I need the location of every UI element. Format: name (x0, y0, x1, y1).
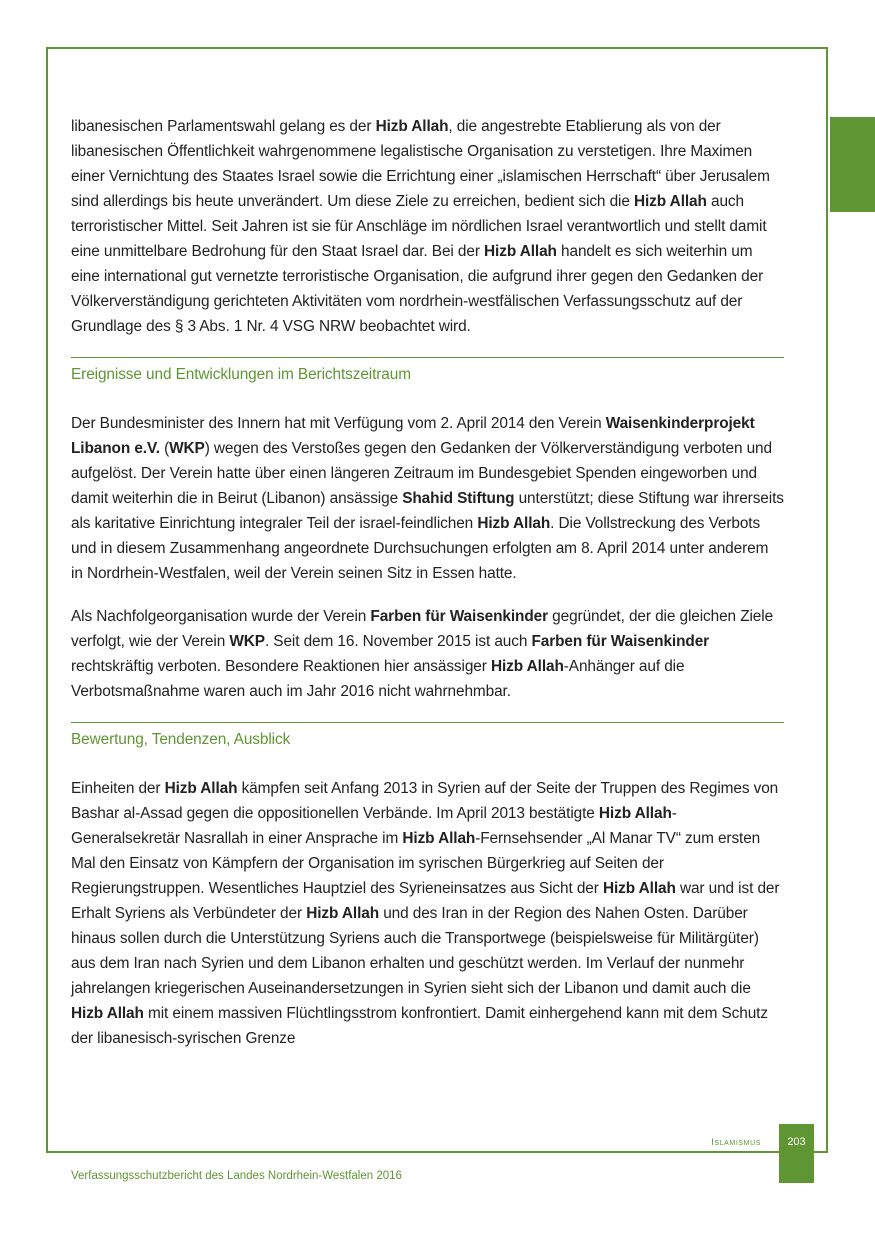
footer-title: Verfassungsschutzbericht des Landes Nordrhein-Westfalen 2016 (71, 1170, 402, 1182)
text-run: Der Bundesminister des Innern hat mit Verfügung vom 2. April 2014 den Verein (71, 415, 606, 432)
section-heading-events: Ereignisse und Entwicklungen im Berichtszeitraum (71, 366, 411, 383)
bold-term: Hizb Allah (375, 118, 449, 135)
bold-term: Hizb Allah (598, 805, 672, 822)
page-number: 203 (779, 1124, 814, 1183)
text-run: -Anhänger auf die Verbotsmaßnahme waren auch im Jahr 2016 nicht wahrnehmbar. (71, 658, 685, 700)
text-run: Einheiten der (71, 780, 165, 797)
text-run: ( (159, 440, 170, 457)
bold-term: Hizb Allah (602, 880, 676, 897)
bold-term: Hizb Allah (402, 830, 476, 847)
text-run: , die angestrebte Etablierung als von der libanesischen Öffentlichkeit wahrgenommene legalistische Organisation zu verstetigen. Ihre Maximen einer Vernichtung des Staates Israel sowie die Errichtung einer „islamischen Herrschaft“ über Jerusalem sind allerdings bis heute unverändert. Um diese Ziele zu erreichen, bedient sich die (71, 118, 770, 210)
text-run: mit einem massiven Flüchtlingsstrom konfrontiert. Damit einhergehend kann mit dem Schutz der libanesisch-syrischen Grenze (71, 1005, 768, 1047)
bold-term: Hizb Allah (164, 780, 238, 797)
text-run: ) wegen des Verstoßes gegen den Gedanken der Völkerverständigung verboten und aufgelöst. Der Verein hatte über einen längeren Zeitraum im Bundesgebiet Spenden eingeworben und damit weiterhin die in Beirut (Libanon) ansässige (71, 440, 772, 507)
text-run: kämpfen seit Anfang 2013 in Syrien auf der Seite der Truppen des Regimes von Bashar al-Assad gegen die oppositionellen Verbände. Im April 2013 bestätigte (71, 780, 779, 822)
paragraph-syria (71, 776, 784, 1051)
bold-term: Waisenkinderprojekt Libanon e.V. (71, 415, 755, 457)
paragraph-successor (71, 604, 784, 704)
bold-term: Farben für Waisenkinder (531, 633, 710, 650)
chapter-tab-marker (830, 117, 875, 212)
bold-term: Farben für Waisenkinder (370, 608, 548, 625)
running-section-label: Islamismus (711, 1137, 761, 1148)
paragraph-ban-wkp (71, 411, 784, 586)
text-run: gegründet, der die gleichen Ziele verfolgt, wie der Verein (71, 608, 774, 650)
bold-term: Hizb Allah (306, 905, 380, 922)
text-run: und des Iran in der Region des Nahen Osten. Darüber hinaus sollen durch die Unterstützung Syriens auch die Transportwege (beispielsweise für Militärgüter) aus dem Iran nach Syrien und dem Libanon erhalten und geschützt werden. Im Verlauf der nunmehr jahrelangen kriegerischen Auseinandersetzungen in Syrien sieht sich der Libanon und damit auch die (71, 905, 759, 997)
bold-term: Hizb Allah (633, 193, 707, 210)
bold-term: WKP (229, 633, 265, 650)
text-run: war und ist der Erhalt Syriens als Verbündeter der (71, 880, 780, 922)
text-run: Als Nachfolgeorganisation wurde der Verein (71, 608, 371, 625)
bold-term: Hizb Allah (490, 658, 564, 675)
text-run: unterstützt; diese Stiftung war ihrerseits als karitative Einrichtung integraler Teil der israel-feindlichen (71, 490, 784, 532)
text-run: libanesischen Parlamentswahl gelang es der (71, 118, 376, 135)
document-body (71, 114, 784, 1069)
bold-term: WKP (169, 440, 205, 457)
text-run: -Generalsekretär Nasrallah in einer Ansprache im (71, 805, 677, 847)
paragraph-intro (71, 114, 784, 339)
section-heading-assessment: Bewertung, Tendenzen, Ausblick (71, 731, 291, 748)
bold-term: Hizb Allah (484, 243, 557, 260)
bold-term: Hizb Allah (477, 515, 551, 532)
text-run: . Die Vollstreckung des Verbots und in diesem Zusammenhang angeordnete Durchsuchungen erfolgten am 8. April 2014 unter anderem in Nordrhein-Westfalen, weil der Verein seinen Sitz in Essen hatte. (71, 515, 769, 582)
text-run: -Fernsehsender „Al Manar TV“ zum ersten Mal den Einsatz von Kämpfern der Organisation im syrischen Bürgerkrieg auf Seiten der Regierungstruppen. Wesentliches Hauptziel des Syrieneinsatzes aus Sicht der (71, 830, 761, 897)
section-divider (71, 722, 784, 723)
text-run: rechtskräftig verboten. Besondere Reaktionen hier ansässiger (71, 658, 491, 675)
text-run: handelt es sich weiterhin um eine international gut vernetzte terroristische Organisation, die aufgrund ihrer gegen den Gedanken der Völkerverständigung gerichteten Aktivitäten vom nordrhein-westfälischen Verfassungsschutz auf der Grundlage des § 3 Abs. 1 Nr. 4 VSG NRW beobachtet wird. (71, 243, 764, 335)
bold-term: Shahid Stiftung (402, 490, 515, 507)
bold-term: Hizb Allah (71, 1005, 144, 1022)
text-run: . Seit dem 16. November 2015 ist auch (264, 633, 532, 650)
text-run: auch terroristischer Mittel. Seit Jahren ist sie für Anschläge im nördlichen Israel verantwortlich und stellt damit eine unmittelbare Bedrohung für den Staat Israel dar. Bei der (71, 193, 767, 260)
section-divider (71, 357, 784, 358)
